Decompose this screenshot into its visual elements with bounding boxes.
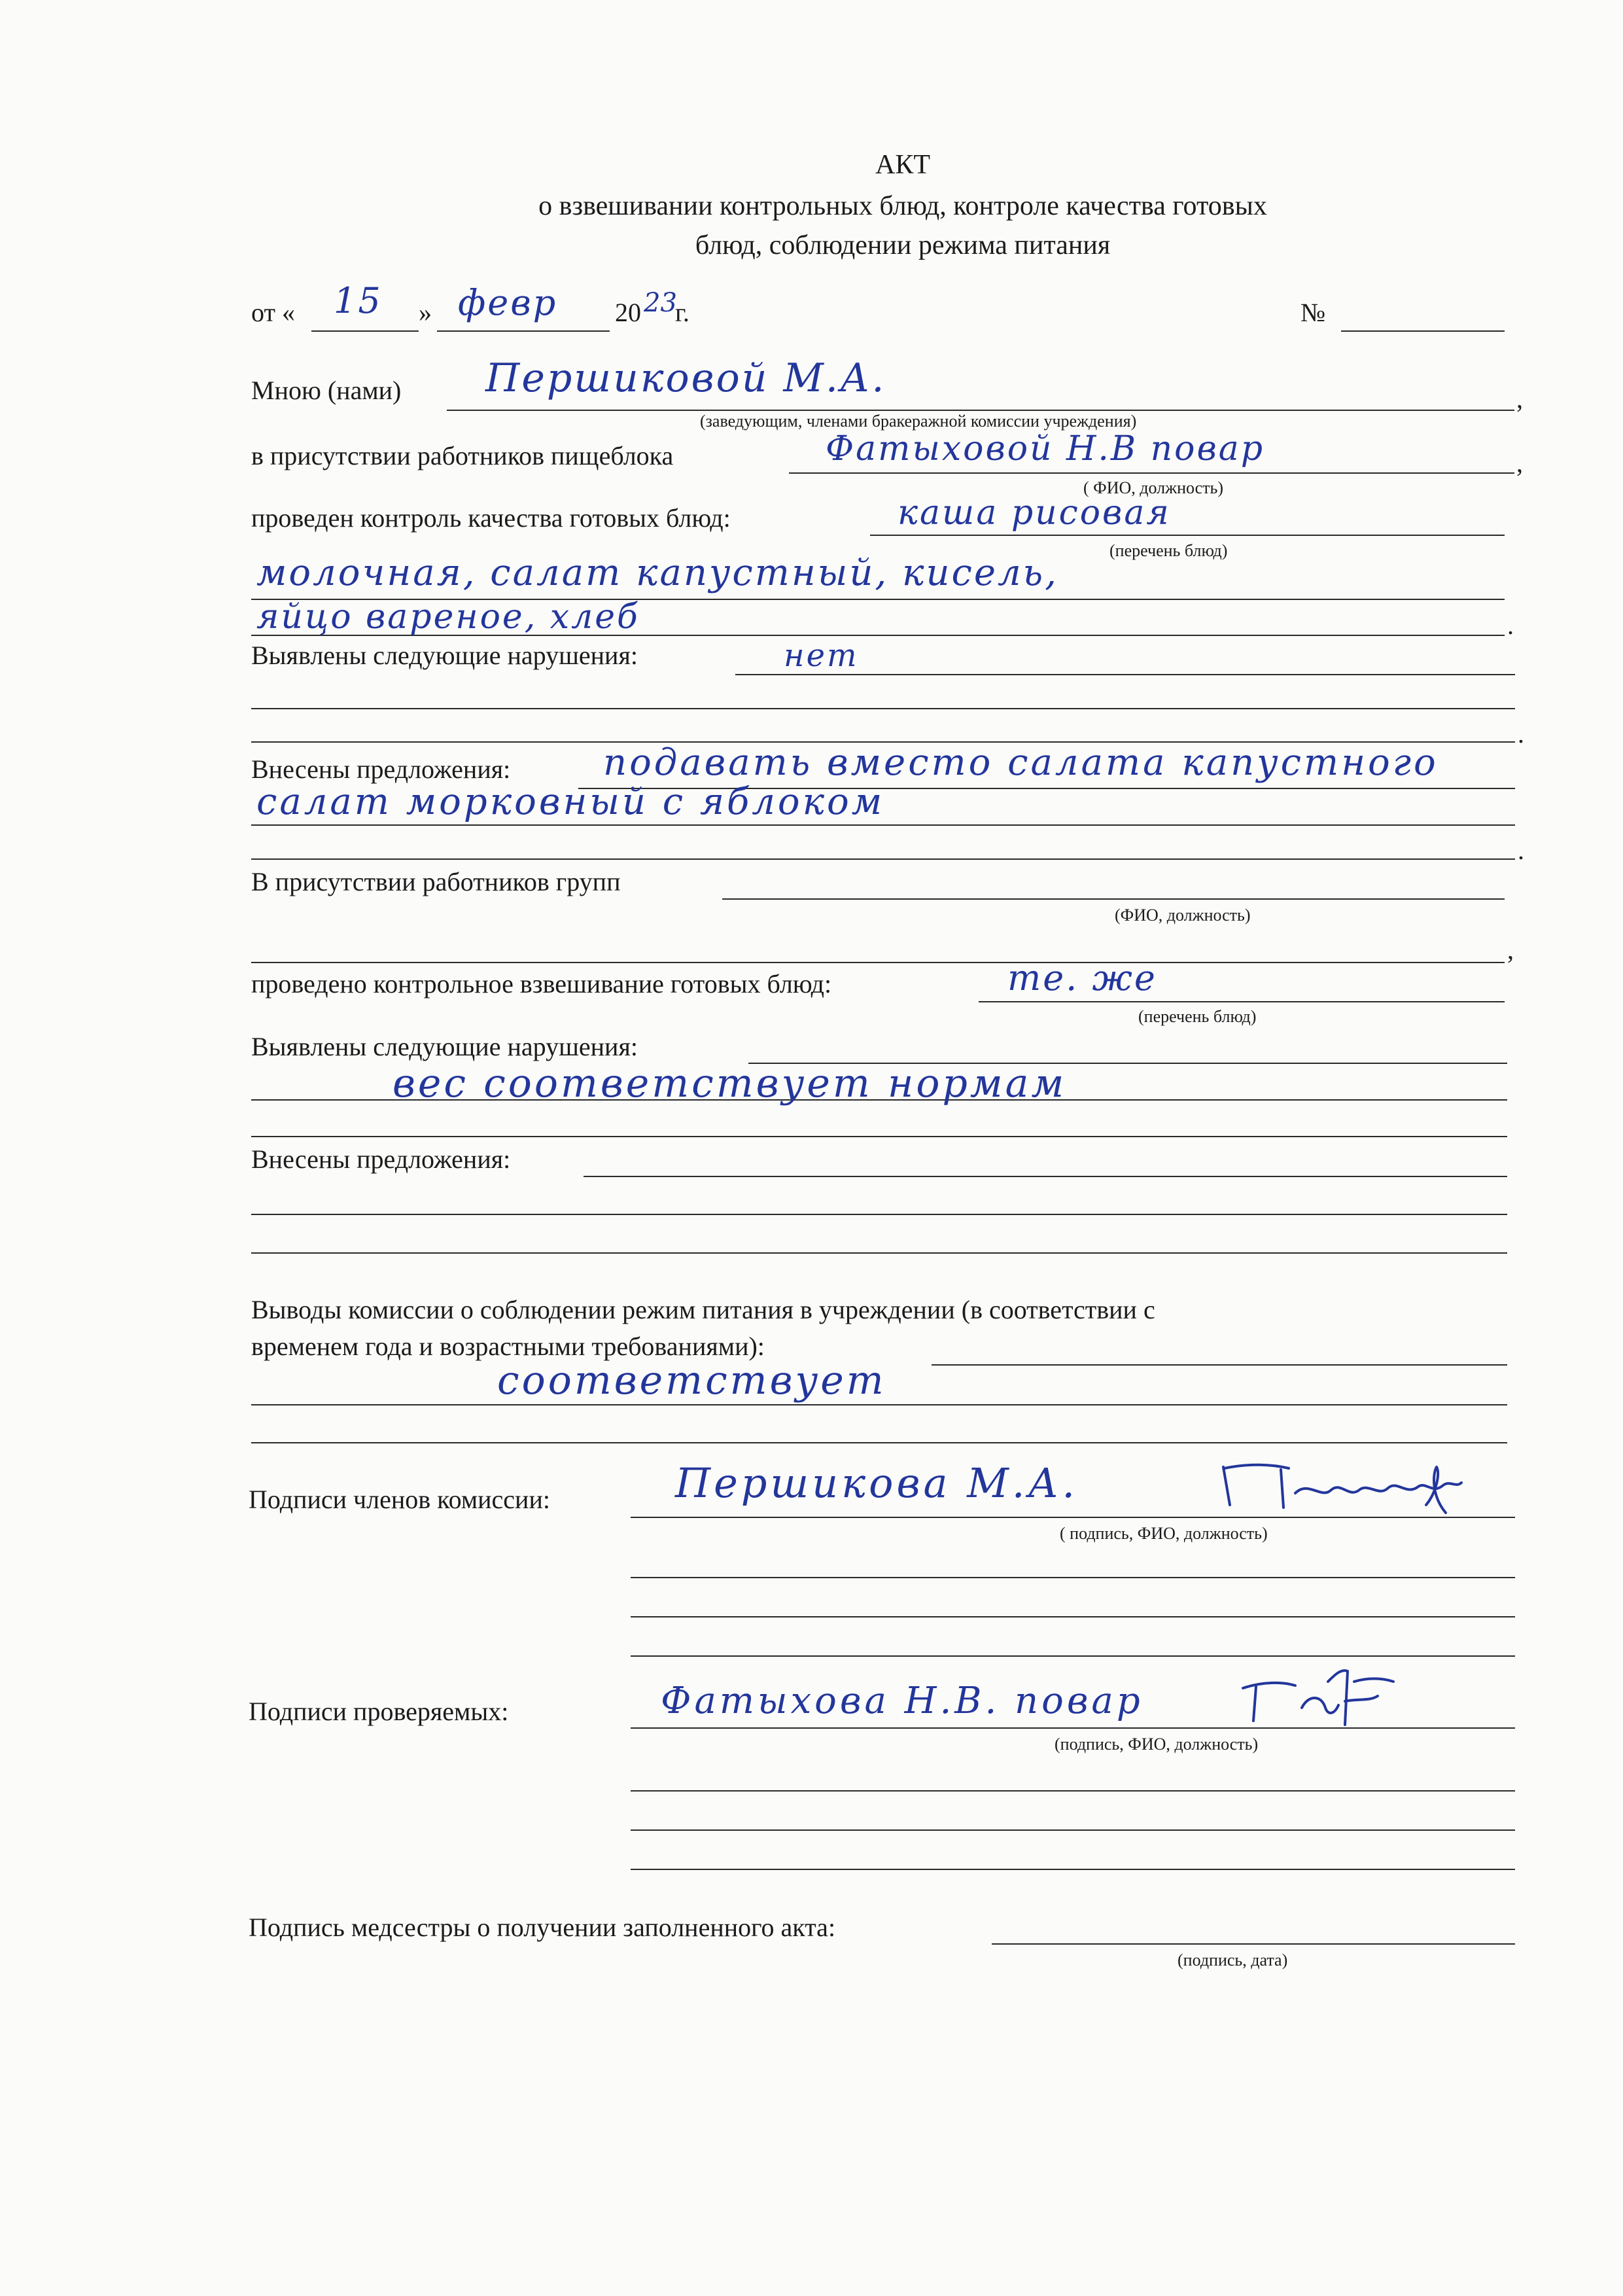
by-us-comma: , — [1516, 384, 1523, 414]
date-suffix: г. — [675, 298, 689, 327]
groups-line-2 — [251, 962, 1505, 963]
proposals-1-value-2: салат морковный с яблоком — [256, 781, 885, 823]
date-year-prefix: 20 — [615, 298, 641, 327]
commission-signatures-label: Подписи членов комиссии: — [249, 1485, 550, 1514]
commission-signatures-line-2 — [631, 1577, 1515, 1578]
violations-1-value: нет — [784, 637, 859, 674]
weighing-value: те. же — [1007, 957, 1157, 998]
commission-signature — [1210, 1454, 1472, 1526]
proposals-2-line-1 — [584, 1176, 1507, 1177]
proposals-1-label: Внесены предложения: — [251, 754, 511, 784]
proposals-1-line-2 — [251, 824, 1515, 826]
checked-signatures-caption: (подпись, ФИО, должность) — [1055, 1735, 1259, 1754]
weighing-caption: (перечень блюд) — [1138, 1007, 1257, 1026]
violations-2-line-3 — [251, 1136, 1507, 1137]
conclusion-line-blank-2 — [251, 1404, 1507, 1405]
conclusion-line-2: временем года и возрастными требованиями): — [251, 1332, 765, 1361]
proposals-1-period: . — [1518, 836, 1524, 865]
act-subtitle-line-2: блюд, соблюдении режима питания — [695, 230, 1111, 260]
checked-signatures-value: Фатыхова Н.В. повар — [661, 1680, 1143, 1722]
conclusion-line-blank-1 — [932, 1364, 1507, 1366]
groups-label: В присутствии работников групп — [251, 867, 621, 896]
act-title: АКТ — [875, 150, 930, 180]
proposals-2-line-3 — [251, 1252, 1507, 1254]
date-day-value: 15 — [334, 280, 383, 321]
staff-caption: ( ФИО, должность) — [1083, 478, 1224, 497]
staff-label: в присутствии работников пищеблока — [251, 441, 674, 470]
proposals-1-value-1: подавать вместо салата капустного — [603, 741, 1439, 784]
checked-signatures-line-4 — [631, 1869, 1515, 1870]
weighing-line — [979, 1001, 1505, 1002]
violations-1-label: Выявлены следующие нарушения: — [251, 641, 638, 670]
violations-1-line-2 — [251, 708, 1515, 709]
date-year-suffix: 23 — [644, 288, 677, 318]
quality-value-3: яйцо вареное, хлеб — [256, 597, 640, 637]
commission-signatures-line-4 — [631, 1655, 1515, 1657]
checked-signatures-line-3 — [631, 1829, 1515, 1831]
nurse-signature-line — [992, 1943, 1515, 1945]
conclusion-line-1: Выводы комиссии о соблюдении режим питания в учреждении (в соответствии с — [251, 1295, 1155, 1324]
groups-line-1 — [722, 898, 1505, 900]
proposals-2-line-2 — [251, 1214, 1507, 1215]
groups-caption: (ФИО, должность) — [1115, 906, 1251, 925]
violations-2-value: вес соответствует нормам — [393, 1061, 1067, 1106]
date-day-line — [311, 330, 419, 332]
proposals-1-line-3 — [251, 858, 1515, 860]
act-number-label: № — [1300, 298, 1326, 327]
date-month-line — [437, 330, 610, 332]
date-month-value: февр — [458, 282, 558, 323]
commission-signatures-line-3 — [631, 1616, 1515, 1617]
quality-label: проведен контроль качества готовых блюд: — [251, 503, 731, 533]
nurse-signature-label: Подпись медсестры о получении заполненного акта: — [249, 1913, 836, 1942]
checked-signature — [1230, 1662, 1413, 1734]
act-subtitle-line-1: о взвешивании контрольных блюд, контроле качества готовых — [538, 191, 1267, 221]
quality-caption: (перечень блюд) — [1109, 541, 1228, 560]
quality-period: . — [1507, 610, 1514, 640]
act-number-line — [1341, 330, 1505, 332]
groups-comma: , — [1507, 935, 1514, 964]
staff-line — [789, 472, 1514, 474]
staff-value: Фатыховой Н.В повар — [826, 429, 1265, 468]
nurse-signature-caption: (подпись, дата) — [1178, 1951, 1288, 1969]
checked-signatures-label: Подписи проверяемых: — [249, 1697, 509, 1726]
date-prefix: от « — [251, 298, 295, 327]
commission-signatures-value: Першикова М.А. — [675, 1459, 1079, 1507]
quality-line-1 — [870, 535, 1505, 536]
violations-1-line-1 — [735, 674, 1515, 675]
weighing-label: проведено контрольное взвешивание готовых блюд: — [251, 969, 832, 998]
quality-value-1: каша рисовая — [898, 493, 1171, 533]
checked-signatures-line-2 — [631, 1790, 1515, 1792]
by-us-label: Мною (нами) — [251, 376, 402, 405]
staff-comma: , — [1516, 448, 1523, 478]
violations-1-period: . — [1518, 719, 1524, 749]
proposals-2-label: Внесены предложения: — [251, 1144, 511, 1174]
by-us-value: Першиковой М.А. — [485, 355, 886, 401]
commission-signatures-caption: ( подпись, ФИО, должность) — [1060, 1524, 1268, 1543]
violations-2-label: Выявлены следующие нарушения: — [251, 1032, 638, 1061]
by-us-line — [447, 410, 1514, 411]
conclusion-value: соответствует — [497, 1358, 886, 1404]
conclusion-line-blank-3 — [251, 1442, 1507, 1443]
by-us-caption: (заведующим, членами бракеражной комиссии учреждения) — [700, 412, 1137, 431]
date-mid: » — [419, 298, 432, 327]
quality-value-2: молочная, салат капустный, кисель, — [256, 552, 1058, 594]
